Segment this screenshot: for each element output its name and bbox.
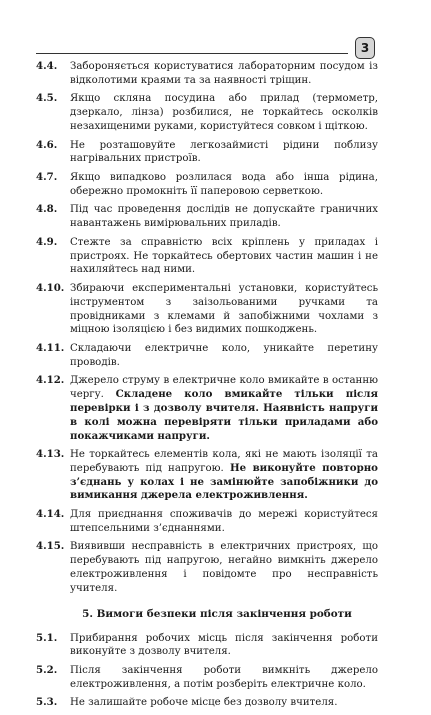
item-number: 4.4. <box>36 60 58 72</box>
list-item <box>36 236 378 277</box>
item-number: 4.6. <box>36 138 58 151</box>
page-number: 3 <box>355 37 375 59</box>
item-text: Складаючи електричне коло, уникайте перетину проводів. <box>70 342 378 368</box>
list-item <box>36 60 378 88</box>
list-item <box>36 508 378 536</box>
item-number: 5.3. <box>36 696 58 709</box>
list-item <box>36 342 378 370</box>
item-text: Не торкайтесь елементів кола, які не мають ізоляції та перебувають під напругою. Не виконуйте повторно з’єднань у колах і не замінюйте запобіжники до вимикання джерела електроживлення. <box>70 449 378 502</box>
section-heading: 5. Вимоги безпеки після закінчення роботи <box>82 607 352 620</box>
item-number: 4.7. <box>36 170 58 183</box>
item-text: Після закінчення роботи вимкніть джерело електроживлення, а потім розберіть електричне коло. <box>70 665 378 690</box>
item-text: Для приєднання споживачів до мережі користуйтеся штепсельними з’єднаннями. <box>70 509 378 534</box>
item-text: Під час проведення дослідів не допускайте граничних навантажень вимірювальних приладів. <box>70 204 378 230</box>
item-text: Якщо випадково розлилася вода або інша рідина, обережно промокніть її паперовою серветкою. <box>70 171 378 197</box>
item-number: 4.5. <box>36 92 58 105</box>
item-number: 4.9. <box>36 235 58 248</box>
item-text: Якщо скляна посудина або прилад (термометр, дзеркало, лінза) розбилися, не торкайтесь осколків незахищеними руками, користуйтеся совком і щіткою. <box>70 93 378 132</box>
document-body <box>36 60 378 715</box>
item-text: Джерело струму в електричне коло вмикайте в останню чергу. Складене коло вмикайте тільки після перевірки і з дозволу вчителя. Наявність напруги в колі можна перевіряти тільки приладами або покажчиками напруги. <box>70 375 378 442</box>
item-number: 4.15. <box>36 540 65 553</box>
list-item <box>36 92 378 133</box>
rules-list-a <box>36 60 378 370</box>
item-text: Не залишайте робоче місце без дозволу вчителя. <box>70 697 338 709</box>
list-item <box>36 632 378 660</box>
item-text: Прибирання робочих місць після закінчення роботи виконуйте з дозволу вчителя. <box>70 632 378 658</box>
item-text: Не розташовуйте легкозаймисті рідини поблизу нагрівальних пристроїв. <box>70 139 378 165</box>
list-item <box>36 282 378 337</box>
item-number: 4.12. <box>36 374 65 387</box>
item-number: 4.14. <box>36 508 65 521</box>
list-item <box>36 540 378 595</box>
rules-list-c <box>36 632 378 711</box>
list-item <box>36 171 378 199</box>
item-text: Забороняється користуватися лабораторним посудом із відколотими краями та за наявності тріщин. <box>70 61 378 86</box>
item-number: 5.1. <box>36 631 58 644</box>
item-text: Виявивши несправність в електричних пристроях, що перебувають під напругою, негайно вимкніть джерело електроживлення і повідомте про несправність учителя. <box>70 541 378 594</box>
header-rule <box>36 53 348 54</box>
list-item <box>36 203 378 231</box>
rules-list-b <box>36 508 378 596</box>
list-item <box>36 696 378 710</box>
item-number: 4.13. <box>36 448 65 461</box>
item-number: 4.10. <box>36 281 65 294</box>
item-text: Збираючи експериментальні установки, користуйтесь інструментом з заізольованими ручками та провідниками з клемами й запобіжними чохлами з міцною ізоляцією і без видимих пошкоджень. <box>70 282 378 336</box>
list-item <box>36 139 378 167</box>
item-number: 4.11. <box>36 341 65 354</box>
item-number: 4.8. <box>36 203 58 216</box>
list-item <box>36 664 378 692</box>
list-item <box>36 374 378 443</box>
list-item <box>36 448 378 503</box>
item-number: 5.2. <box>36 664 58 677</box>
item-text: Стежте за справністю всіх кріплень у приладах і пристроях. Не торкайтесь обертових частин машин і не нахиляйтесь над ними. <box>70 236 378 276</box>
